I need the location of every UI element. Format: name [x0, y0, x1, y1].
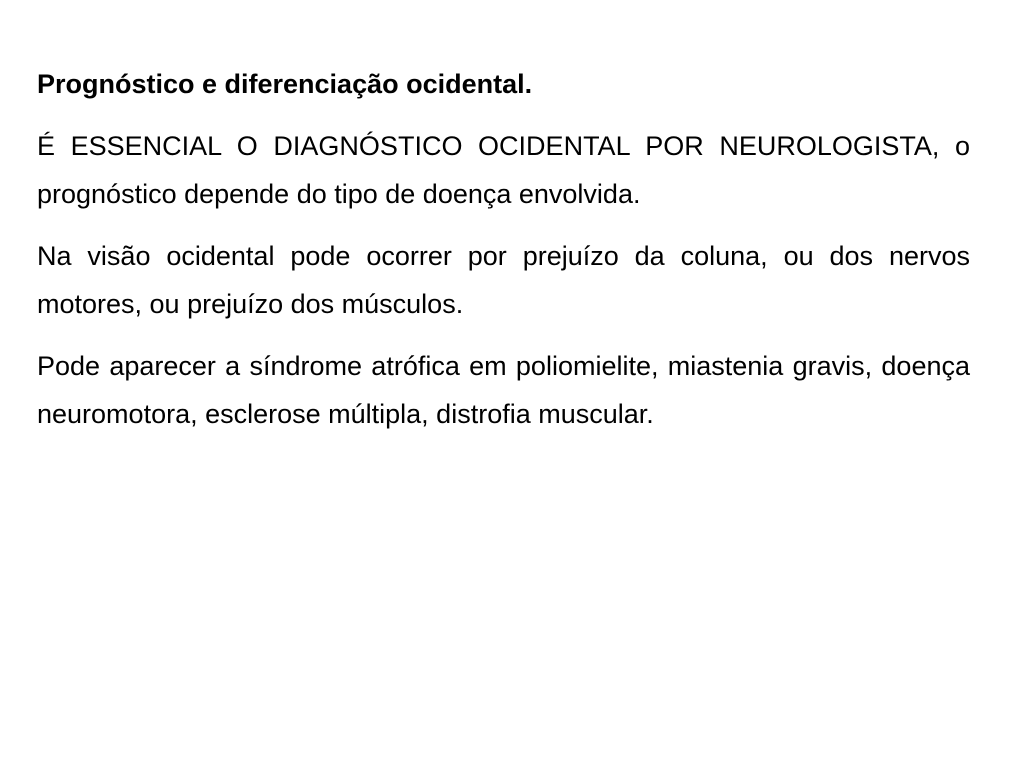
slide-title: Prognóstico e diferenciação ocidental.	[37, 69, 533, 99]
paragraph-diagnosis: É ESSENCIAL O DIAGNÓSTICO OCIDENTAL POR NEUROLOGISTA, o prognóstico depende do tipo de doença envolvida.	[37, 131, 970, 209]
paragraph-western-view: Na visão ocidental pode ocorrer por prejuízo da coluna, ou dos nervos motores, ou prejuízo dos músculos.	[37, 241, 970, 319]
paragraph-atrophic-syndrome: Pode aparecer a síndrome atrófica em poliomielite, miastenia gravis, doença neuromotora, esclerose múltipla, distrofia muscular.	[37, 351, 970, 429]
